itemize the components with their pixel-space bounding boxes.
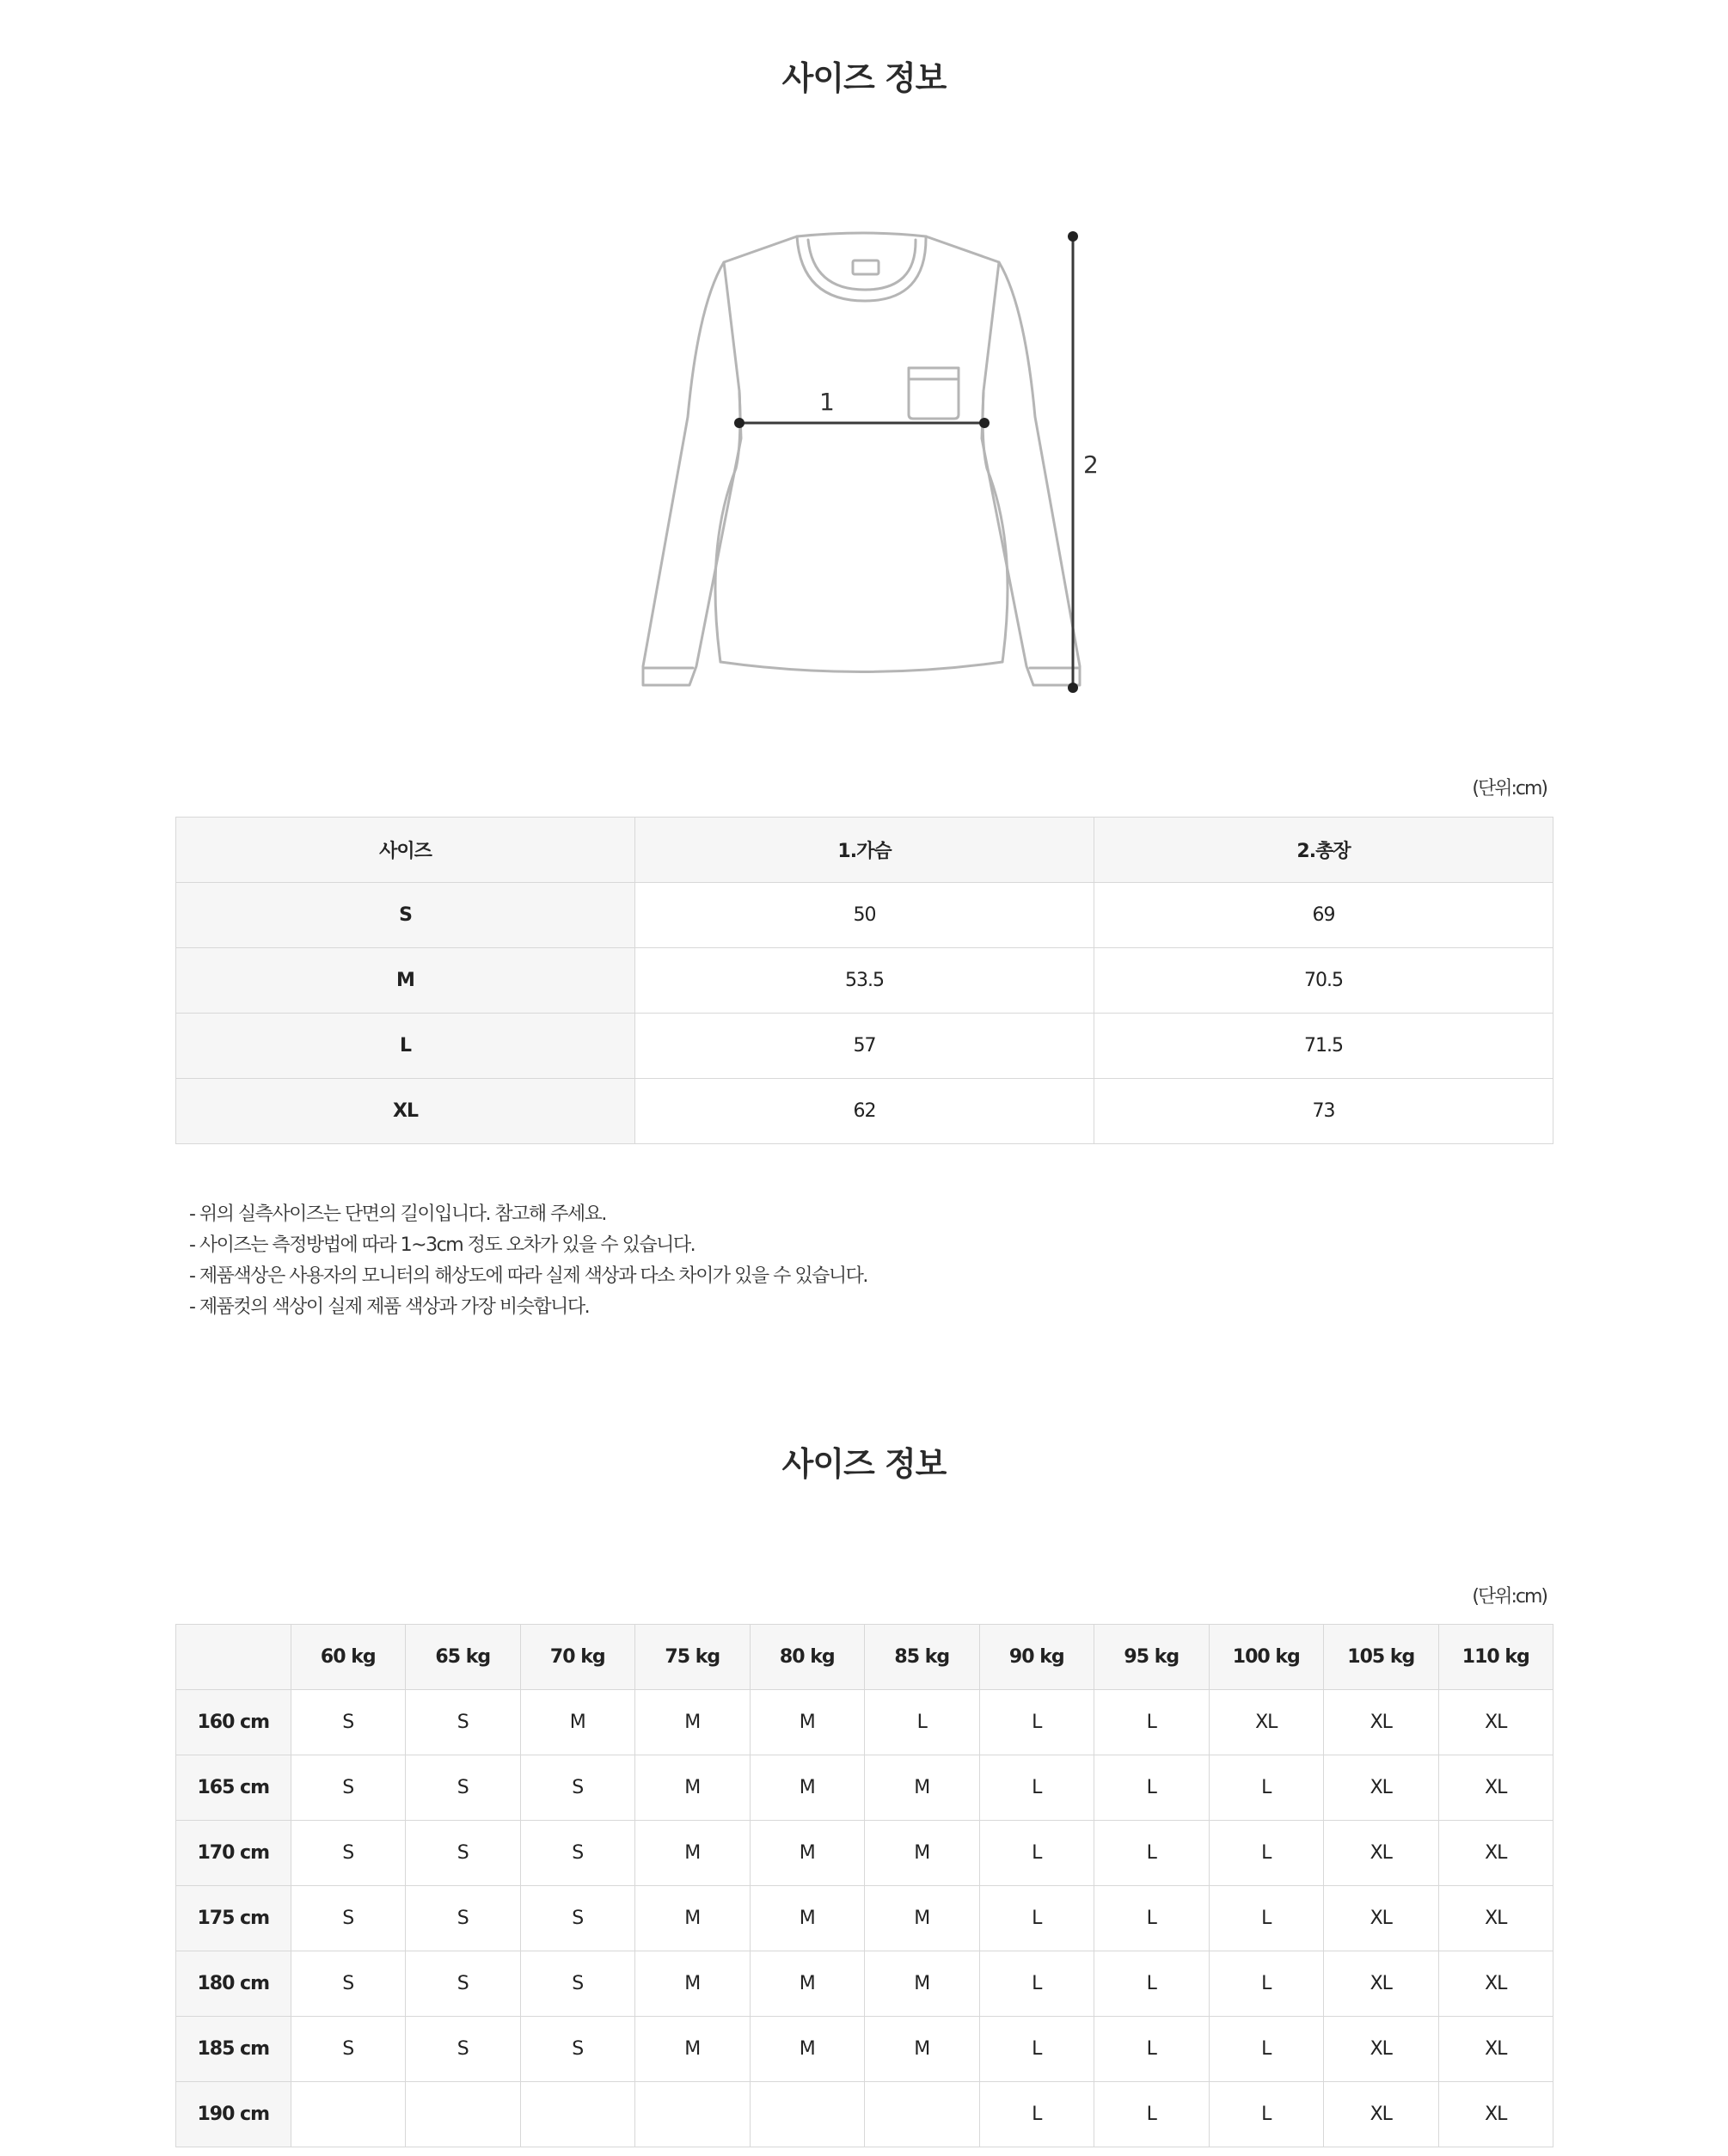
table-row <box>176 1014 1553 1079</box>
size-cell: M <box>635 1821 751 1886</box>
table-row <box>176 1690 1553 1755</box>
size-cell: XL <box>1324 2082 1439 2147</box>
row-length: 71.5 <box>1094 1014 1553 1079</box>
size-cell: XL <box>1438 1690 1553 1755</box>
size-cell: XL <box>1438 1951 1553 2017</box>
row-height: 175 cm <box>176 1886 291 1951</box>
size-cell: M <box>865 1886 980 1951</box>
row-height: 170 cm <box>176 1821 291 1886</box>
size-cell: L <box>1094 1951 1210 2017</box>
header-weight: 65 kg <box>406 1625 521 1690</box>
size-cell: L <box>1209 1755 1324 1821</box>
row-chest: 57 <box>635 1014 1094 1079</box>
size-cell: XL <box>1324 2017 1439 2082</box>
header-weight: 90 kg <box>979 1625 1094 1690</box>
table-row <box>176 883 1553 948</box>
size-cell: L <box>1209 1821 1324 1886</box>
size-cell: XL <box>1438 2017 1553 2082</box>
header-weight: 70 kg <box>520 1625 635 1690</box>
size-cell: S <box>520 2017 635 2082</box>
size-cell: S <box>291 1886 406 1951</box>
table-row <box>176 1079 1553 1144</box>
size-cell: L <box>979 1690 1094 1755</box>
size-cell: S <box>291 2017 406 2082</box>
size-cell: S <box>520 1755 635 1821</box>
size-cell: L <box>1209 2017 1324 2082</box>
size-cell <box>406 2082 521 2147</box>
row-height: 165 cm <box>176 1755 291 1821</box>
size-cell: S <box>520 1821 635 1886</box>
note-line: - 사이즈는 측정방법에 따라 1~3cm 정도 오차가 있을 수 있습니다. <box>189 1234 695 1256</box>
size-cell <box>520 2082 635 2147</box>
size-cell: M <box>635 1951 751 2017</box>
size-cell: S <box>406 2017 521 2082</box>
row-length: 69 <box>1094 883 1553 948</box>
size-cell: XL <box>1324 1821 1439 1886</box>
row-height: 185 cm <box>176 2017 291 2082</box>
unit-label: (단위:cm) <box>1472 778 1547 799</box>
header-weight: 80 kg <box>750 1625 865 1690</box>
size-cell: L <box>979 1951 1094 2017</box>
size-cell: M <box>865 1951 980 2017</box>
size-cell: L <box>1094 1821 1210 1886</box>
size-cell: M <box>750 1886 865 1951</box>
size-cell: M <box>865 1755 980 1821</box>
size-cell: S <box>406 1755 521 1821</box>
size-cell: L <box>1209 2082 1324 2147</box>
size-cell: S <box>291 1821 406 1886</box>
height-weight-body <box>176 1690 1553 2147</box>
size-cell <box>750 2082 865 2147</box>
size-cell: M <box>520 1690 635 1755</box>
size-cell: M <box>865 1821 980 1886</box>
size-cell: XL <box>1324 1755 1439 1821</box>
header-weight: 100 kg <box>1209 1625 1324 1690</box>
table-row <box>176 948 1553 1014</box>
size-cell <box>635 2082 751 2147</box>
size-cell: S <box>406 1690 521 1755</box>
note-line: - 제품색상은 사용자의 모니터의 해상도에 따라 실제 색상과 다소 차이가 있을 수 있습니다. <box>189 1265 867 1287</box>
size-cell: S <box>406 1951 521 2017</box>
size-cell: XL <box>1324 1951 1439 2017</box>
header-length: 2.총장 <box>1094 818 1553 883</box>
row-chest: 62 <box>635 1079 1094 1144</box>
size-cell: M <box>635 1886 751 1951</box>
row-length: 70.5 <box>1094 948 1553 1014</box>
note-line: - 위의 실측사이즈는 단면의 길이입니다. 참고해 주세요. <box>189 1204 606 1225</box>
table-row <box>176 1951 1553 2017</box>
size-cell: S <box>291 1755 406 1821</box>
size-cell: L <box>1094 1886 1210 1951</box>
size-cell: XL <box>1324 1690 1439 1755</box>
size-cell: S <box>406 1886 521 1951</box>
row-length: 73 <box>1094 1079 1553 1144</box>
size-cell: L <box>1094 1690 1210 1755</box>
header-chest: 1.가슴 <box>635 818 1094 883</box>
header-weight: 105 kg <box>1324 1625 1439 1690</box>
size-cell: L <box>1094 2082 1210 2147</box>
size-info-title: 사이즈 정보 <box>781 59 947 97</box>
row-chest: 53.5 <box>635 948 1094 1014</box>
size-cell: L <box>1209 1951 1324 2017</box>
row-chest: 50 <box>635 883 1094 948</box>
table-row <box>176 1821 1553 1886</box>
size-cell: XL <box>1438 1886 1553 1951</box>
size-cell: S <box>520 1886 635 1951</box>
size-cell <box>291 2082 406 2147</box>
size-cell: XL <box>1324 1886 1439 1951</box>
size-cell: M <box>750 1821 865 1886</box>
shirt-measurement-diagram <box>619 211 1152 709</box>
size-cell: XL <box>1438 2082 1553 2147</box>
size-cell: M <box>635 2017 751 2082</box>
size-cell: L <box>979 1886 1094 1951</box>
header-weight: 95 kg <box>1094 1625 1210 1690</box>
size-cell: S <box>291 1951 406 2017</box>
size-cell: L <box>979 1821 1094 1886</box>
header-weight: 60 kg <box>291 1625 406 1690</box>
size-cell: L <box>1094 1755 1210 1821</box>
length-measure-line <box>1068 231 1078 693</box>
header-size: 사이즈 <box>176 818 635 883</box>
size-table <box>175 817 1553 1144</box>
row-height: 160 cm <box>176 1690 291 1755</box>
table-header-row <box>176 818 1553 883</box>
size-cell <box>865 2082 980 2147</box>
row-size: XL <box>176 1079 635 1144</box>
height-weight-size-table <box>175 1624 1553 2147</box>
note-line: - 제품컷의 색상이 실제 제품 색상과 가장 비슷합니다. <box>189 1296 590 1318</box>
table-row <box>176 1886 1553 1951</box>
size-cell: L <box>1094 2017 1210 2082</box>
header-weight: 75 kg <box>635 1625 751 1690</box>
size-cell: XL <box>1438 1821 1553 1886</box>
chest-measure-label: 1 <box>819 388 835 416</box>
size-cell: M <box>635 1755 751 1821</box>
size-cell: XL <box>1438 1755 1553 1821</box>
shirt-outline <box>643 233 1080 685</box>
size-cell: M <box>635 1690 751 1755</box>
length-measure-label: 2 <box>1083 450 1099 479</box>
size-cell: S <box>520 1951 635 2017</box>
size-cell: S <box>291 1690 406 1755</box>
size-cell: M <box>750 2017 865 2082</box>
table-header-row <box>176 1625 1553 1690</box>
row-height: 190 cm <box>176 2082 291 2147</box>
row-size: L <box>176 1014 635 1079</box>
size-notes <box>189 1199 867 1323</box>
size-guide-title: 사이즈 정보 <box>781 1445 947 1483</box>
size-cell: S <box>406 1821 521 1886</box>
size-cell: L <box>979 2082 1094 2147</box>
table-row <box>176 1755 1553 1821</box>
header-weight: 85 kg <box>865 1625 980 1690</box>
size-cell: M <box>865 2017 980 2082</box>
row-size: S <box>176 883 635 948</box>
size-cell: L <box>979 2017 1094 2082</box>
size-cell: M <box>750 1951 865 2017</box>
size-cell: M <box>750 1755 865 1821</box>
unit-label: (단위:cm) <box>1472 1586 1547 1608</box>
table-row <box>176 2017 1553 2082</box>
size-cell: L <box>1209 1886 1324 1951</box>
row-height: 180 cm <box>176 1951 291 2017</box>
size-cell: XL <box>1209 1690 1324 1755</box>
size-cell: L <box>979 1755 1094 1821</box>
corner-cell <box>176 1625 291 1690</box>
size-cell: L <box>865 1690 980 1755</box>
table-row <box>176 2082 1553 2147</box>
row-size: M <box>176 948 635 1014</box>
size-cell: M <box>750 1690 865 1755</box>
header-weight: 110 kg <box>1438 1625 1553 1690</box>
